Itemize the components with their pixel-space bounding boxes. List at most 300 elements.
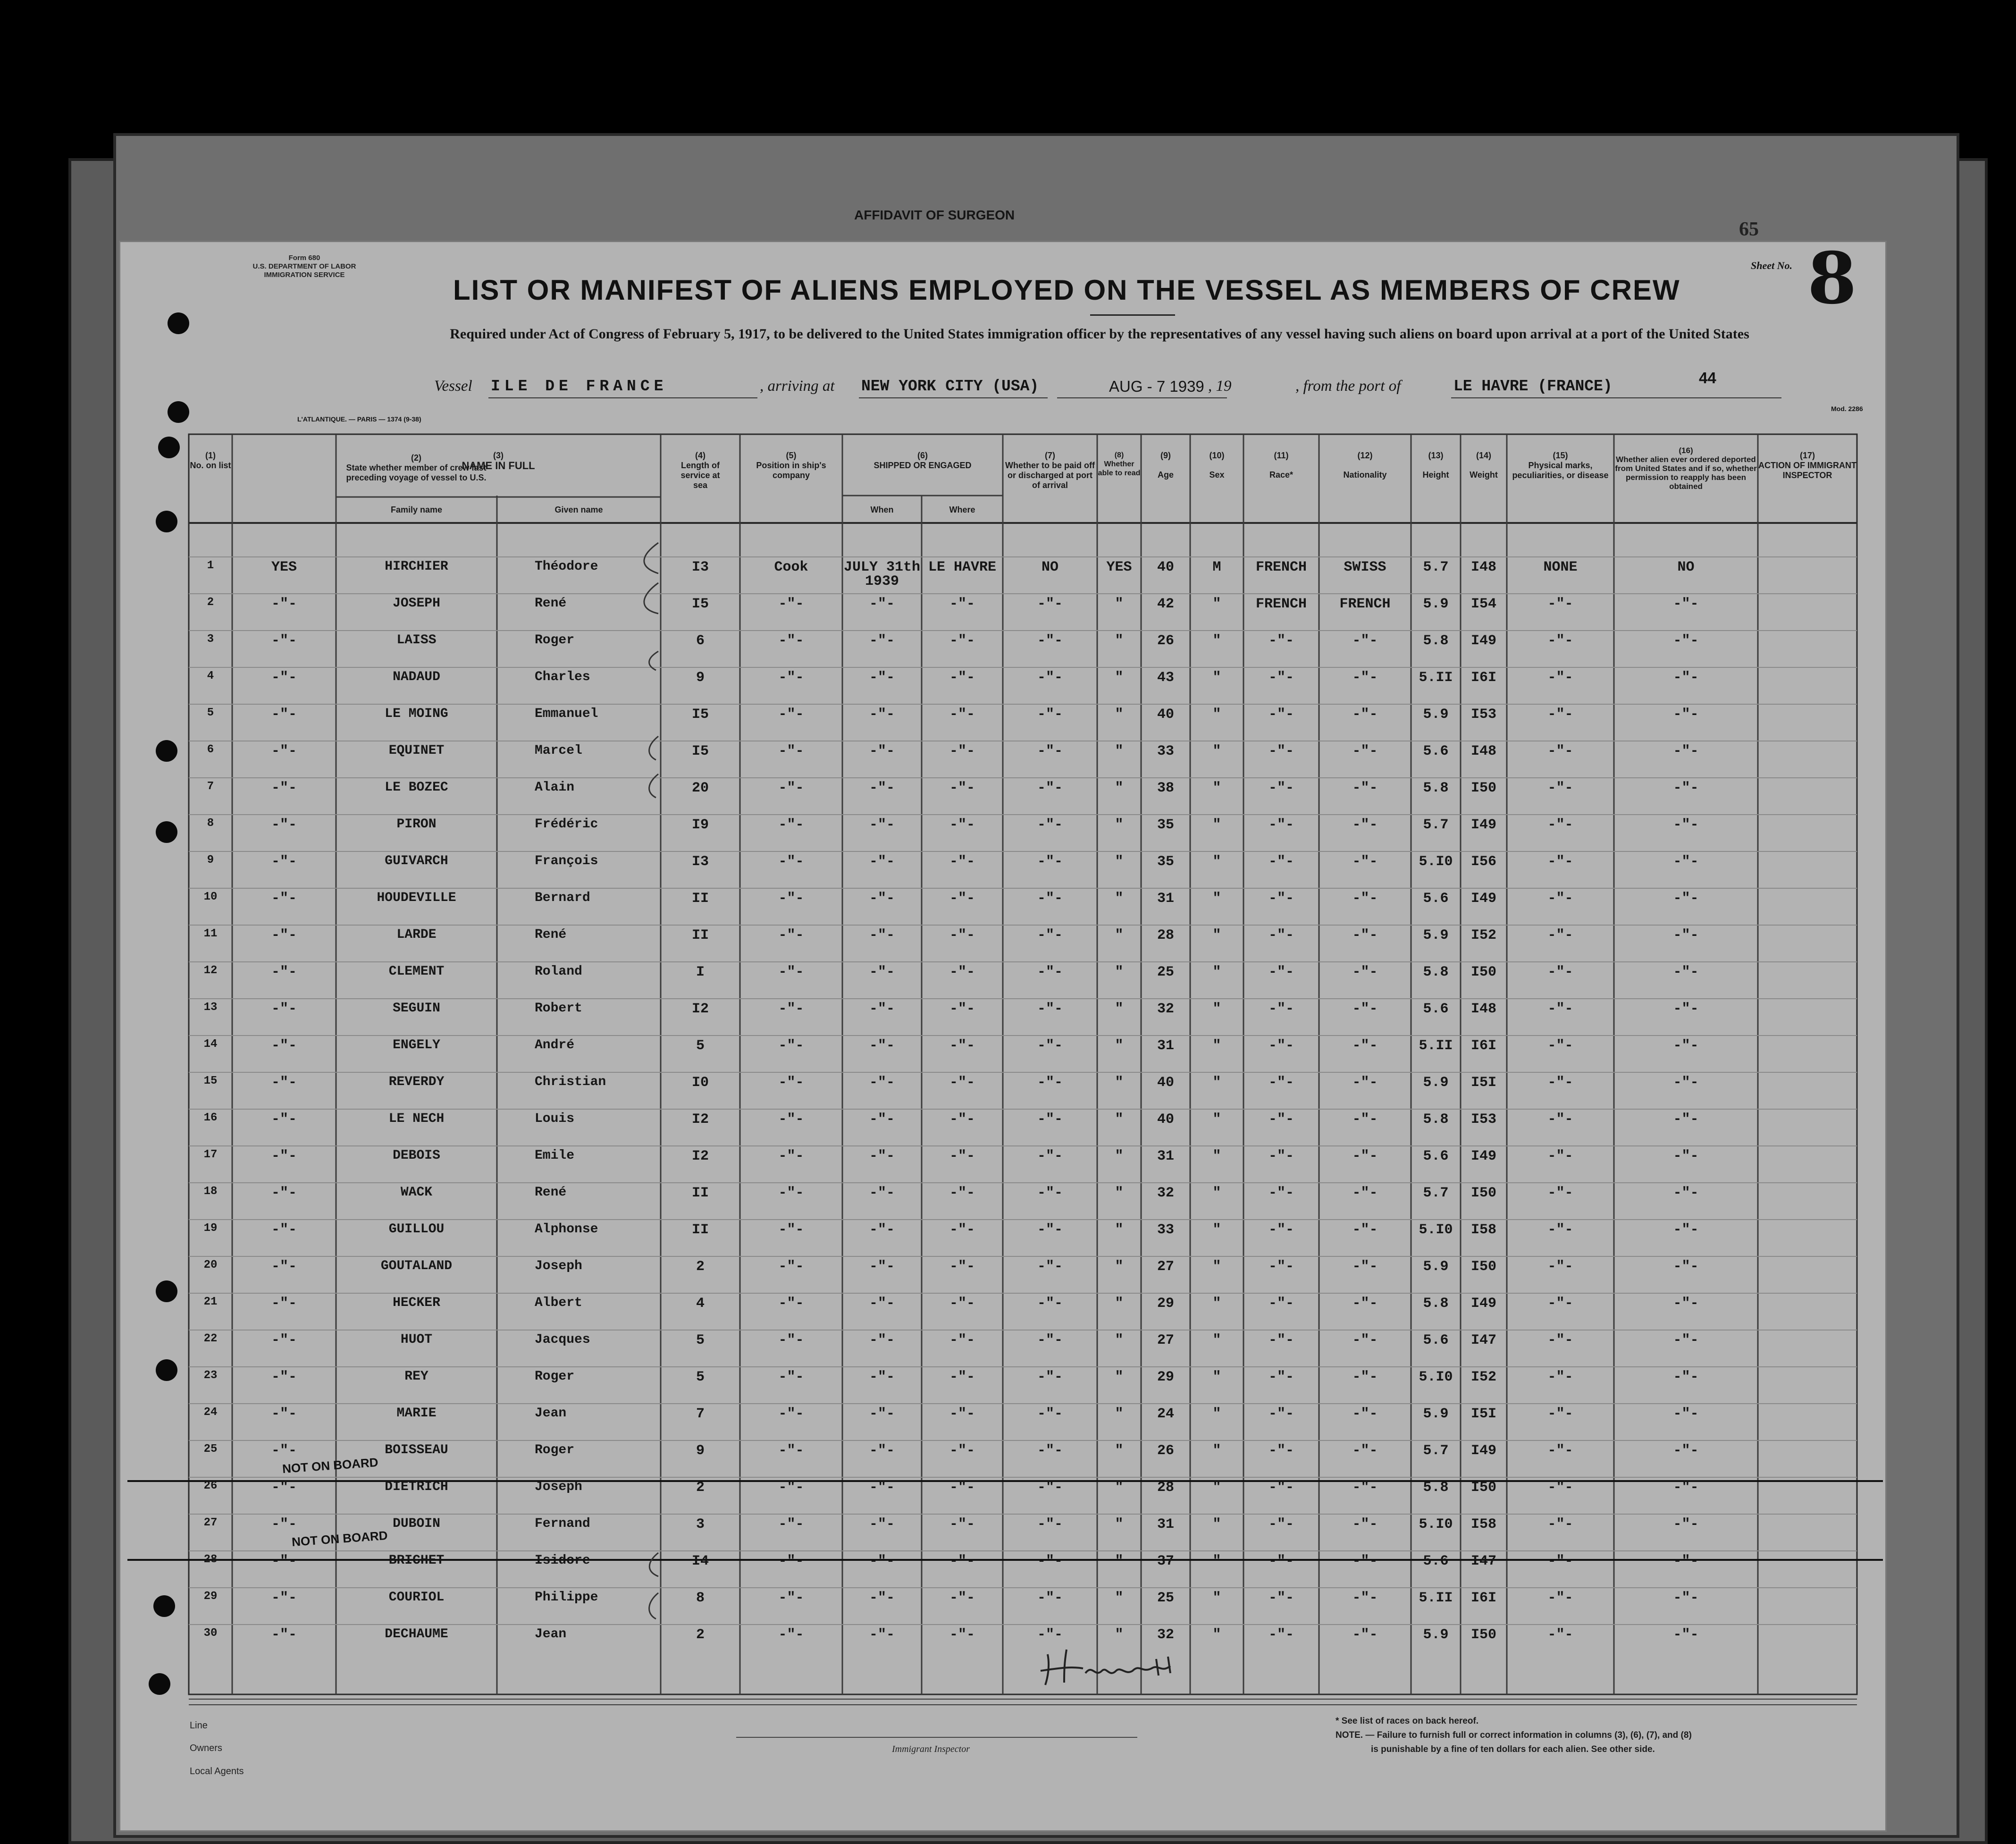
printer-line: L'ATLANTIQUE. — PARIS — 1374 (9-38) (297, 415, 421, 423)
cell-paid: -"- (1037, 670, 1063, 686)
form-service: IMMIGRATION SERVICE (264, 271, 345, 279)
cell-weight: I47 (1470, 1553, 1496, 1569)
cell-nat: -"- (1352, 1148, 1378, 1164)
cell-when: -"- (869, 1406, 895, 1422)
col6-where-header: Where (949, 505, 975, 514)
cell-no: 10 (203, 891, 218, 903)
col2-header: (2) State whether member of crew last preceding voyage of vessel to U.S. (346, 453, 487, 482)
cell-height: 5.6 (1423, 1332, 1449, 1348)
page-number: 65 (1739, 219, 1759, 240)
cell-prev: -"- (271, 1332, 297, 1348)
cell-nat: -"- (1352, 743, 1378, 759)
cell-given: Jean (535, 1406, 567, 1421)
cell-family: DIETRICH (385, 1480, 448, 1494)
cell-position: -"- (778, 596, 804, 612)
cell-nat: FRENCH (1339, 596, 1391, 612)
cell-family: WACK (400, 1185, 433, 1200)
cell-paid: -"- (1037, 1443, 1063, 1459)
cell-given: Roger (535, 1443, 575, 1457)
cell-prev: -"- (271, 927, 297, 943)
cell-age: 31 (1157, 1516, 1174, 1532)
cell-marks: -"- (1547, 743, 1573, 759)
cell-marks: -"- (1547, 817, 1573, 833)
cell-given: Roger (535, 633, 575, 648)
cell-age: 32 (1157, 1185, 1174, 1201)
cell-paid: -"- (1037, 633, 1063, 649)
cell-family: SEGUIN (393, 1001, 440, 1016)
cell-sex: " (1212, 1148, 1221, 1164)
cell-prev: -"- (271, 633, 297, 649)
vessel-label: Vessel (434, 378, 472, 395)
cell-family: COURIOL (388, 1590, 445, 1605)
cell-given: Théodore (535, 559, 598, 574)
cell-position: -"- (778, 670, 804, 686)
cell-marks: -"- (1547, 1332, 1573, 1348)
cell-age: 40 (1157, 1111, 1174, 1128)
cell-sex: " (1212, 1443, 1221, 1459)
cell-race: -"- (1268, 1001, 1294, 1017)
cell-family: DEBOIS (393, 1148, 440, 1163)
cell-no: 22 (203, 1332, 218, 1345)
cell-race: -"- (1268, 743, 1294, 759)
cell-when: -"- (869, 817, 895, 833)
cell-paid: -"- (1037, 1259, 1063, 1275)
cell-height: 5.9 (1423, 927, 1449, 943)
cell-where: -"- (949, 1443, 975, 1459)
cell-paid: -"- (1037, 1075, 1063, 1091)
cell-where: LE HAVRE (928, 559, 997, 575)
cell-no: 15 (203, 1075, 218, 1087)
cell-nat: -"- (1352, 1480, 1378, 1496)
cell-read: " (1115, 1259, 1124, 1275)
cell-given: André (535, 1038, 575, 1053)
cell-prev: -"- (271, 1185, 297, 1201)
mod-number: Mod. 2286 (1831, 405, 1863, 413)
col11-header: (11) Race* (1269, 451, 1294, 480)
cell-marks: -"- (1547, 1148, 1573, 1164)
cell-family: REVERDY (388, 1075, 445, 1089)
cell-where: -"- (949, 743, 975, 759)
cell-when: -"- (869, 743, 895, 759)
cell-no: 7 (207, 780, 214, 793)
cell-service: 2 (696, 1259, 705, 1275)
cell-position: -"- (778, 891, 804, 907)
cell-nat: -"- (1352, 1553, 1378, 1569)
cell-weight: I53 (1470, 1111, 1496, 1128)
cell-paid: NO (1041, 559, 1058, 575)
cell-race: -"- (1268, 927, 1294, 943)
cell-where: -"- (949, 1480, 975, 1496)
cell-given: Roland (535, 964, 582, 979)
cell-position: -"- (778, 817, 804, 833)
cell-height: 5.9 (1423, 707, 1449, 723)
cell-service: I4 (691, 1553, 709, 1569)
cell-position: -"- (778, 633, 804, 649)
cell-position: Cook (774, 559, 808, 575)
col15-header: (15) Physical marks, peculiarities, or disease (1512, 451, 1609, 480)
cell-deported: -"- (1673, 891, 1699, 907)
cell-when: -"- (869, 1296, 895, 1312)
cell-height: 5.8 (1423, 1111, 1449, 1128)
col14-header: (14) Weight (1470, 451, 1498, 480)
cell-read: " (1115, 633, 1124, 649)
cell-age: 31 (1157, 891, 1174, 907)
cell-age: 33 (1157, 743, 1174, 759)
cell-no: 9 (207, 854, 214, 867)
cell-age: 27 (1157, 1332, 1174, 1348)
cell-nat: -"- (1352, 1406, 1378, 1422)
cell-when: -"- (869, 1038, 895, 1054)
cell-when: -"- (869, 670, 895, 686)
cell-read: " (1115, 1222, 1124, 1238)
cell-position: -"- (778, 854, 804, 870)
cell-age: 40 (1157, 707, 1174, 723)
cell-service: 7 (696, 1406, 705, 1422)
cell-marks: -"- (1547, 1075, 1573, 1091)
cell-weight: I49 (1470, 1148, 1496, 1164)
cell-marks: -"- (1547, 1259, 1573, 1275)
col10-header: (10) Sex (1209, 451, 1225, 480)
cell-where: -"- (949, 964, 975, 980)
inspector-rule (736, 1737, 1137, 1738)
cell-service: 5 (696, 1369, 705, 1385)
cell-weight: I49 (1470, 891, 1496, 907)
cell-given: Jean (535, 1627, 567, 1642)
cell-age: 24 (1157, 1406, 1174, 1422)
cell-prev: -"- (271, 1553, 297, 1569)
page-title: LIST OR MANIFEST OF ALIENS EMPLOYED ON THE VESSEL AS MEMBERS OF CREW (453, 274, 1680, 306)
cell-sex: " (1212, 964, 1221, 980)
cell-family: EQUINET (388, 743, 445, 758)
cell-height: 5.II (1419, 1038, 1453, 1054)
cell-height: 5.8 (1423, 1480, 1449, 1496)
cell-paid: -"- (1037, 1369, 1063, 1385)
cell-height: 5.I0 (1419, 1516, 1453, 1532)
cell-race: -"- (1268, 1075, 1294, 1091)
cell-read: " (1115, 1627, 1124, 1643)
cell-sex: " (1212, 817, 1221, 833)
cell-no: 24 (203, 1406, 218, 1419)
cell-paid: -"- (1037, 707, 1063, 723)
cell-nat: -"- (1352, 1185, 1378, 1201)
cell-read: " (1115, 1111, 1124, 1128)
cell-where: -"- (949, 1627, 975, 1643)
cell-family: DECHAUME (385, 1627, 448, 1642)
col9-header: (9) Age (1157, 451, 1174, 480)
col1-header: (1) No. on list (190, 451, 231, 470)
cell-given: Robert (535, 1001, 582, 1016)
cell-position: -"- (778, 1075, 804, 1091)
cell-paid: -"- (1037, 1480, 1063, 1496)
cell-height: 5.7 (1423, 1443, 1449, 1459)
cell-marks: -"- (1547, 1111, 1573, 1128)
cell-service: I5 (691, 596, 709, 612)
cell-prev: -"- (271, 1075, 297, 1091)
cell-where: -"- (949, 1553, 975, 1569)
form-department: U.S. DEPARTMENT OF LABOR (252, 262, 356, 270)
form-number: Form 680 (288, 254, 320, 262)
cell-where: -"- (949, 1259, 975, 1275)
cell-nat: -"- (1352, 1516, 1378, 1532)
cell-height: 5.8 (1423, 1296, 1449, 1312)
cell-where: -"- (949, 670, 975, 686)
cell-prev: -"- (271, 780, 297, 796)
cell-position: -"- (778, 1369, 804, 1385)
cell-no: 21 (203, 1296, 218, 1308)
cell-sex: " (1212, 743, 1221, 759)
cell-age: 25 (1157, 1590, 1174, 1606)
cell-weight: I49 (1470, 1443, 1496, 1459)
cell-sex: " (1212, 1369, 1221, 1385)
cell-read: " (1115, 1332, 1124, 1348)
cell-position: -"- (778, 964, 804, 980)
cell-no: 28 (203, 1553, 218, 1566)
cell-age: 32 (1157, 1627, 1174, 1643)
cell-marks: -"- (1547, 670, 1573, 686)
cell-given: François (535, 854, 598, 868)
cell-marks: -"- (1547, 1185, 1573, 1201)
cell-no: 20 (203, 1259, 218, 1271)
cell-sex: " (1212, 1296, 1221, 1312)
cell-nat: -"- (1352, 891, 1378, 907)
cell-family: REY (404, 1369, 428, 1384)
cell-weight: I5I (1470, 1406, 1496, 1422)
cell-race: -"- (1268, 817, 1294, 833)
cell-when: -"- (869, 1001, 895, 1017)
cell-sex: " (1212, 854, 1221, 870)
cell-weight: I49 (1470, 633, 1496, 649)
cell-where: -"- (949, 854, 975, 870)
cell-service: 20 (691, 780, 709, 796)
cell-no: 27 (203, 1516, 218, 1529)
cell-deported: -"- (1673, 1516, 1699, 1532)
cell-nat: -"- (1352, 1627, 1378, 1643)
cell-when: -"- (869, 780, 895, 796)
cell-where: -"- (949, 927, 975, 943)
cell-marks: -"- (1547, 1296, 1573, 1312)
cell-sex: " (1212, 1001, 1221, 1017)
col13-header: (13) Height (1422, 451, 1449, 480)
cell-position: -"- (778, 1148, 804, 1164)
footer-lines (189, 1699, 1857, 1705)
cell-deported: -"- (1673, 1259, 1699, 1275)
col12-header: (12) Nationality (1343, 451, 1387, 480)
cell-marks: -"- (1547, 1001, 1573, 1017)
cell-no: 3 (207, 633, 214, 646)
cell-race: -"- (1268, 1627, 1294, 1643)
cell-where: -"- (949, 1185, 975, 1201)
cell-race: -"- (1268, 854, 1294, 870)
cell-prev: -"- (271, 1038, 297, 1054)
cell-where: -"- (949, 1075, 975, 1091)
cell-height: 5.II (1419, 1590, 1453, 1606)
cell-where: -"- (949, 1001, 975, 1017)
cell-height: 5.9 (1423, 1406, 1449, 1422)
cell-read: " (1115, 964, 1124, 980)
cell-marks: -"- (1547, 1516, 1573, 1532)
cell-read: " (1115, 817, 1124, 833)
cell-read: " (1115, 1443, 1124, 1459)
cell-when: -"- (869, 1148, 895, 1164)
cell-height: 5.6 (1423, 1001, 1449, 1017)
cell-deported: -"- (1673, 1480, 1699, 1496)
cell-marks: -"- (1547, 927, 1573, 943)
cell-family: ENGELY (393, 1038, 440, 1053)
cell-prev: -"- (271, 891, 297, 907)
cell-race: -"- (1268, 1369, 1294, 1385)
cell-nat: -"- (1352, 1001, 1378, 1017)
cell-paid: -"- (1037, 1111, 1063, 1128)
cell-read: " (1115, 854, 1124, 870)
cell-sex: " (1212, 1627, 1221, 1643)
cell-given: René (535, 927, 567, 942)
cell-marks: -"- (1547, 633, 1573, 649)
cell-service: I2 (691, 1001, 709, 1017)
cell-prev: -"- (271, 1590, 297, 1606)
arriving-place: NEW YORK CITY (USA) (861, 378, 1039, 395)
cell-when: -"- (869, 1553, 895, 1569)
cell-height: 5.7 (1423, 559, 1449, 575)
cell-family: DUBOIN (393, 1516, 440, 1531)
cell-position: -"- (778, 1111, 804, 1128)
cell-family: MARIE (396, 1406, 437, 1421)
cell-where: -"- (949, 780, 975, 796)
cell-read: " (1115, 1369, 1124, 1385)
cell-sex: " (1212, 1111, 1221, 1128)
cell-service: II (691, 927, 709, 943)
cell-age: 29 (1157, 1296, 1174, 1312)
cell-paid: -"- (1037, 1222, 1063, 1238)
cell-where: -"- (949, 1148, 975, 1164)
cell-sex: " (1212, 1590, 1221, 1606)
cell-marks: -"- (1547, 780, 1573, 796)
cell-deported: -"- (1673, 633, 1699, 649)
cell-height: 5.9 (1423, 596, 1449, 612)
cell-age: 26 (1157, 633, 1174, 649)
cell-height: 5.6 (1423, 891, 1449, 907)
cell-when: -"- (869, 854, 895, 870)
cell-deported: -"- (1673, 927, 1699, 943)
cell-race: -"- (1268, 780, 1294, 796)
cell-marks: -"- (1547, 1553, 1573, 1569)
cell-position: -"- (778, 1406, 804, 1422)
cell-prev: YES (271, 559, 297, 575)
cell-nat: -"- (1352, 1443, 1378, 1459)
cell-nat: -"- (1352, 633, 1378, 649)
extra-number: 44 (1699, 369, 1716, 387)
cell-height: 5.8 (1423, 780, 1449, 796)
cell-where: -"- (949, 891, 975, 907)
cell-no: 14 (203, 1038, 218, 1051)
cell-given: René (535, 596, 567, 611)
cell-position: -"- (778, 707, 804, 723)
col3-header: (3) NAME IN FULL (462, 451, 535, 472)
cell-sex: " (1212, 596, 1221, 612)
cell-sex: " (1212, 1480, 1221, 1496)
cell-when: -"- (869, 1185, 895, 1201)
column-lines (232, 434, 1758, 1694)
cell-weight: I56 (1470, 854, 1496, 870)
cell-height: 5.8 (1423, 964, 1449, 980)
cell-marks: -"- (1547, 707, 1573, 723)
cell-paid: -"- (1037, 817, 1063, 833)
cell-no: 30 (203, 1627, 218, 1640)
cell-marks: -"- (1547, 1480, 1573, 1496)
cell-prev: -"- (271, 1516, 297, 1532)
cell-no: 2 (207, 596, 214, 609)
cell-when: -"- (869, 1111, 895, 1128)
cell-paid: -"- (1037, 1001, 1063, 1017)
cell-paid: -"- (1037, 854, 1063, 870)
cell-deported: -"- (1673, 1075, 1699, 1091)
cell-nat: -"- (1352, 1590, 1378, 1606)
cell-given: Isidore (535, 1553, 590, 1568)
cell-where: -"- (949, 633, 975, 649)
cell-height: 5.I0 (1419, 1222, 1453, 1238)
cell-position: -"- (778, 1001, 804, 1017)
cell-sex: " (1212, 1222, 1221, 1238)
cell-no: 29 (203, 1590, 218, 1603)
cell-family: HECKER (393, 1296, 440, 1310)
cell-when: -"- (869, 927, 895, 943)
cell-weight: I52 (1470, 927, 1496, 943)
from-label: , from the port of (1295, 378, 1401, 395)
cell-no: 16 (203, 1111, 218, 1124)
cell-prev: -"- (271, 854, 297, 870)
cell-no: 5 (207, 707, 214, 719)
cell-no: 12 (203, 964, 218, 977)
cell-given: Frédéric (535, 817, 598, 832)
cell-read: YES (1106, 559, 1132, 575)
cell-no: 1 (207, 559, 214, 572)
cell-service: I3 (691, 559, 709, 575)
cell-position: -"- (778, 1480, 804, 1496)
cell-when: -"- (869, 1516, 895, 1532)
cell-deported: -"- (1673, 743, 1699, 759)
cell-deported: -"- (1673, 817, 1699, 833)
cell-prev: -"- (271, 1001, 297, 1017)
cell-when: -"- (869, 596, 895, 612)
cell-deported: -"- (1673, 1148, 1699, 1164)
cell-read: " (1115, 1038, 1124, 1054)
cell-race: -"- (1268, 707, 1294, 723)
cell-paid: -"- (1037, 1516, 1063, 1532)
cell-nat: -"- (1352, 1111, 1378, 1128)
cell-weight: I48 (1470, 559, 1496, 575)
col3-family-header: Family name (390, 505, 443, 514)
cell-deported: -"- (1673, 964, 1699, 980)
cell-marks: -"- (1547, 1443, 1573, 1459)
cell-family: JOSEPH (393, 596, 440, 611)
cell-service: 2 (696, 1480, 705, 1496)
cell-marks: NONE (1543, 559, 1578, 575)
cell-prev: -"- (271, 670, 297, 686)
cell-paid: -"- (1037, 964, 1063, 980)
cell-sex: " (1212, 1553, 1221, 1569)
cell-marks: -"- (1547, 1627, 1573, 1643)
cell-weight: I47 (1470, 1332, 1496, 1348)
cell-where: -"- (949, 1111, 975, 1128)
cell-sex: " (1212, 1075, 1221, 1091)
cell-when: JULY 31th (843, 559, 921, 575)
cell-where: -"- (949, 596, 975, 612)
cell-when: -"- (869, 1222, 895, 1238)
cell-sex: " (1212, 891, 1221, 907)
cell-position: -"- (778, 1332, 804, 1348)
cell-paid: -"- (1037, 1590, 1063, 1606)
cell-weight: I50 (1470, 1185, 1496, 1201)
cell-prev: -"- (271, 1222, 297, 1238)
